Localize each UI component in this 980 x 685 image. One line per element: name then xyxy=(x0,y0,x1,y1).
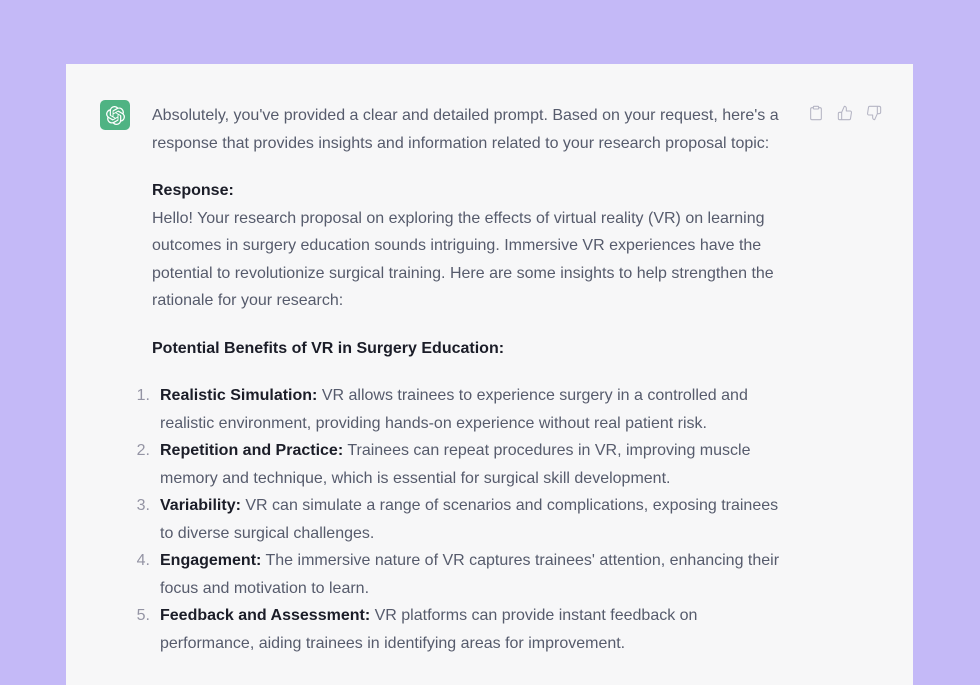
response-block xyxy=(152,177,792,315)
benefit-term: Engagement: xyxy=(160,552,262,569)
benefit-description: The immersive nature of VR captures trainees' attention, enhancing their focus and motivation to learn. xyxy=(160,552,780,597)
openai-logo-icon xyxy=(106,106,125,125)
thumbs-down-icon xyxy=(866,105,882,121)
thumbs-up-icon xyxy=(837,105,853,121)
benefit-description: VR can simulate a range of scenarios and complications, exposing trainees to diverse surgical challenges. xyxy=(160,497,779,542)
list-item xyxy=(136,602,792,657)
list-item xyxy=(136,547,792,602)
message-content xyxy=(136,102,792,657)
list-item xyxy=(136,437,792,492)
benefit-number: 5. xyxy=(136,607,150,624)
benefit-description: VR platforms can provide instant feedback on performance, aiding trainees in identifying areas for improvement. xyxy=(160,607,698,652)
assistant-avatar xyxy=(100,100,130,130)
benefit-description: VR allows trainees to experience surgery in a controlled and realistic environment, providing hands-on experience without real patient risk. xyxy=(160,387,748,432)
benefit-description: Trainees can repeat procedures in VR, improving muscle memory and technique, which is essential for surgical skill development. xyxy=(160,442,751,487)
benefits-heading-text: Potential Benefits of VR in Surgery Education: xyxy=(152,339,505,357)
copy-button[interactable] xyxy=(807,104,825,122)
thumbs-up-button[interactable] xyxy=(836,104,854,122)
list-item xyxy=(136,382,792,437)
benefit-number: 4. xyxy=(136,552,150,569)
response-heading: Response: xyxy=(152,182,234,199)
assistant-message xyxy=(66,64,913,657)
benefit-term: Repetition and Practice: xyxy=(160,442,344,459)
benefit-number: 3. xyxy=(136,497,150,514)
benefit-number: 1. xyxy=(136,387,150,404)
benefit-term: Realistic Simulation: xyxy=(160,387,318,404)
benefit-number: 2. xyxy=(136,442,150,459)
assistant-message-card xyxy=(66,64,913,685)
intro-paragraph: Absolutely, you've provided a clear and detailed prompt. Based on your request, here's a response that provides insights and information related to your research proposal topic: xyxy=(152,107,779,152)
list-item xyxy=(136,492,792,547)
benefits-heading xyxy=(152,335,792,363)
clipboard-icon xyxy=(808,105,824,121)
response-paragraph: Hello! Your research proposal on exploring the effects of virtual reality (VR) on learning outcomes in surgery education sounds intriguing. Immersive VR experiences have the potential to revolutionize surgical training. Here are some insights to help strengthen the rationale for your research: xyxy=(152,209,774,309)
benefit-term: Feedback and Assessment: xyxy=(160,607,371,624)
benefits-list xyxy=(136,382,792,657)
thumbs-down-button[interactable] xyxy=(865,104,883,122)
message-actions xyxy=(807,104,883,122)
benefit-term: Variability: xyxy=(160,497,241,514)
